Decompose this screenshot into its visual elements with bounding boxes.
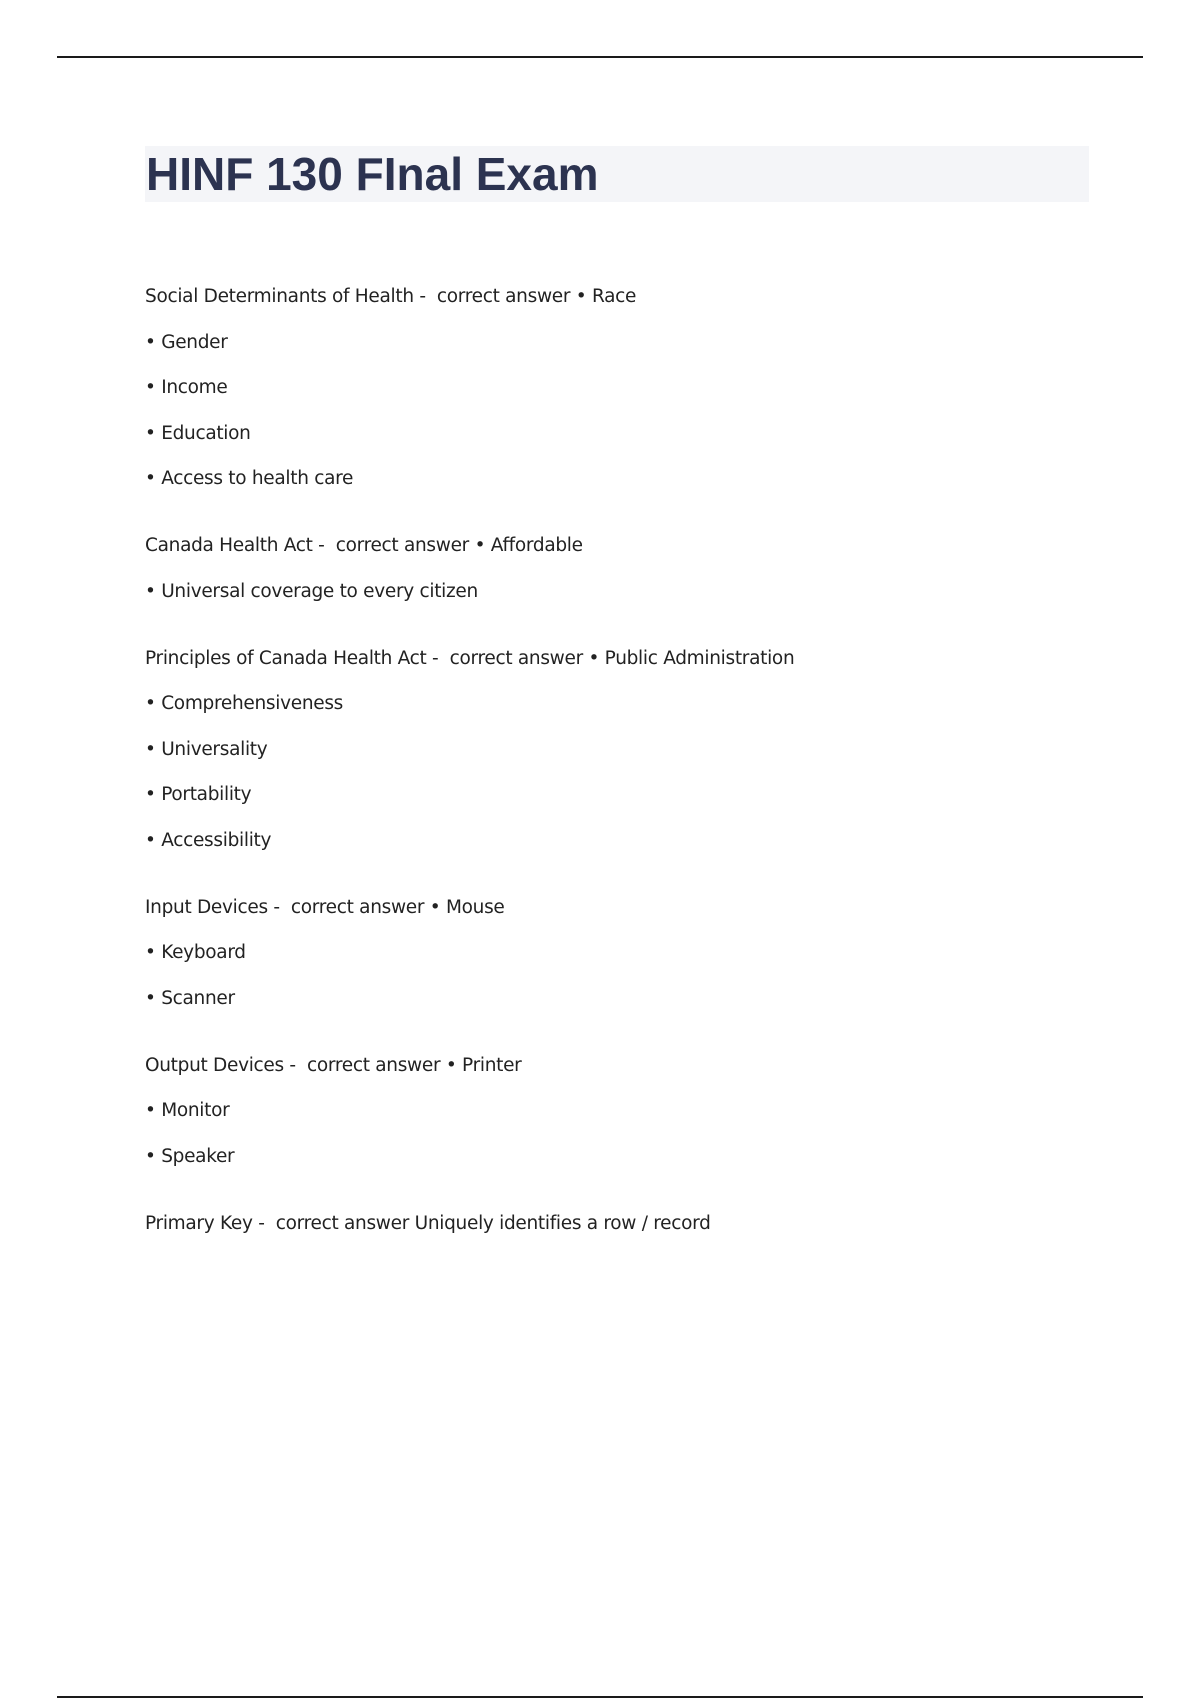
qa-answer-item: • Speaker xyxy=(145,1145,235,1167)
top-rule xyxy=(57,56,1143,58)
qa-answer-item: • Portability xyxy=(145,784,252,805)
qa-answer-item: • Keyboard xyxy=(145,942,246,963)
qa-answer-item: • Universality xyxy=(145,738,268,760)
qa-entry xyxy=(145,1055,1085,1168)
qa-separator: correct answer xyxy=(279,896,430,918)
qa-answer-item: • Monitor xyxy=(145,1100,230,1121)
qa-term: Output Devices - xyxy=(145,1054,296,1076)
qa-answer-item: • Education xyxy=(145,422,251,444)
qa-answer-item: • Accessibility xyxy=(145,829,272,851)
qa-list xyxy=(145,286,1085,1280)
qa-question-line xyxy=(145,535,1085,557)
qa-answer-item: • Access to health care xyxy=(145,468,354,489)
qa-answer-item: • Comprehensiveness xyxy=(145,693,343,714)
qa-answer-first: • Affordable xyxy=(474,535,583,556)
qa-separator: correct answer xyxy=(295,1054,446,1076)
qa-term: Principles of Canada Health Act - xyxy=(145,647,439,669)
qa-question-line xyxy=(145,897,1085,919)
qa-entry xyxy=(145,897,1085,1010)
qa-term: Social Determinants of Health - xyxy=(145,286,426,307)
qa-question-line xyxy=(145,286,1085,308)
qa-separator: correct answer xyxy=(438,647,589,669)
qa-answer-first: • Printer xyxy=(445,1054,522,1076)
qa-term: Input Devices - xyxy=(145,896,280,918)
bottom-rule xyxy=(57,1696,1143,1698)
qa-question-line xyxy=(145,1213,1085,1235)
qa-entry xyxy=(145,286,1085,490)
qa-answer-first: • Public Administration xyxy=(588,647,795,669)
document-title: HINF 130 FInal Exam xyxy=(146,148,599,200)
qa-separator: correct answer xyxy=(324,535,475,556)
qa-answer-item: • Income xyxy=(145,377,228,398)
qa-separator: correct answer xyxy=(425,286,576,307)
qa-separator: correct answer xyxy=(264,1212,415,1234)
qa-question-line xyxy=(145,1055,1085,1077)
qa-question-line xyxy=(145,648,1085,670)
qa-answer-first: Uniquely identifies a row / record xyxy=(414,1212,711,1234)
qa-answer-item: • Universal coverage to every citizen xyxy=(145,580,478,602)
qa-entry xyxy=(145,1213,1085,1235)
qa-term: Canada Health Act - xyxy=(145,535,325,556)
qa-entry xyxy=(145,535,1085,603)
qa-entry xyxy=(145,648,1085,852)
qa-answer-item: • Scanner xyxy=(145,987,235,1009)
qa-term: Primary Key - xyxy=(145,1212,265,1234)
qa-answer-first: • Mouse xyxy=(429,896,505,918)
qa-answer-first: • Race xyxy=(575,286,637,307)
qa-answer-item: • Gender xyxy=(145,331,228,353)
